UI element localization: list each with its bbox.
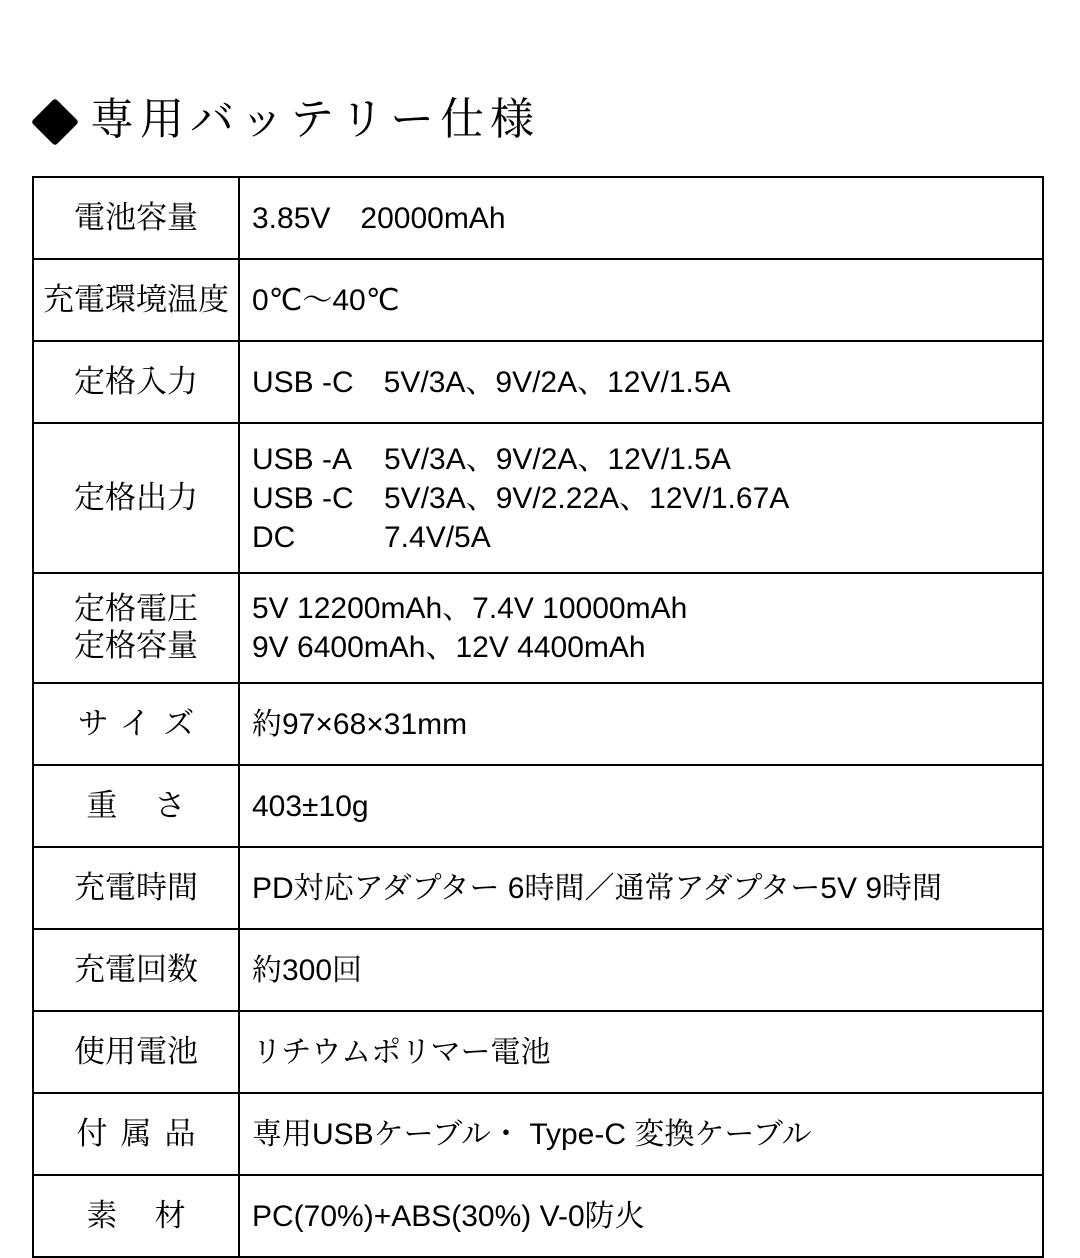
row-value — [239, 929, 1043, 1011]
row-value — [239, 177, 1043, 259]
value-line: 403±10g — [252, 789, 369, 823]
row-value — [239, 683, 1043, 765]
value-col1: USB -A — [252, 442, 353, 476]
value-line: 約300回 — [252, 953, 363, 987]
row-value — [239, 1093, 1043, 1175]
table-row — [33, 929, 1043, 1011]
table-row — [33, 1011, 1043, 1093]
row-label — [33, 573, 239, 683]
value-col2: 7.4V/5A — [384, 520, 491, 554]
row-label-text: 付属品 — [76, 1116, 209, 1152]
diamond-bullet-icon — [31, 98, 79, 146]
row-value — [239, 573, 1043, 683]
value-col2: 5V/3A、9V/2.22A、12V/1.67A — [384, 481, 790, 515]
table-row — [33, 1093, 1043, 1175]
value-line: リチウムポリマー電池 — [252, 1035, 551, 1069]
value-line: 0℃〜40℃ — [252, 283, 400, 317]
table-row — [33, 177, 1043, 259]
value-line: PD対応アダプター 6時間／通常アダプター5V 9時間 — [252, 871, 943, 905]
value-line: 専用USBケーブル・ Type-C 変換ケーブル — [252, 1117, 812, 1151]
value-line — [252, 479, 1032, 518]
row-label: 使用電池 — [33, 1011, 239, 1093]
row-label-line2: 定格容量 — [74, 628, 198, 663]
table-row — [33, 573, 1043, 683]
row-label-text: サイズ — [77, 706, 208, 742]
table-row — [33, 765, 1043, 847]
page-heading — [38, 95, 540, 144]
value-line: 約97×68×31mm — [252, 707, 468, 741]
row-label: 定格入力 — [33, 341, 239, 423]
row-label: 充電時間 — [33, 847, 239, 929]
row-value — [239, 259, 1043, 341]
table-row — [33, 423, 1043, 573]
row-value — [239, 1175, 1043, 1257]
row-label-line1: 定格電圧 — [74, 591, 198, 627]
table-row — [33, 1175, 1043, 1257]
value-line: USB -C 5V/3A、9V/2A、12V/1.5A — [252, 365, 731, 399]
value-line: 5V 12200mAh、7.4V 10000mAh — [252, 592, 688, 625]
table-row — [33, 259, 1043, 341]
value-col2: 5V/3A、9V/2A、12V/1.5A — [384, 442, 731, 476]
page-title: 専用バッテリー仕様 — [90, 95, 540, 144]
value-line: 3.85V 20000mAh — [252, 201, 506, 235]
row-value — [239, 341, 1043, 423]
row-label-text: 素材 — [86, 1198, 223, 1234]
battery-spec-table — [32, 176, 1044, 1258]
value-line: 9V 6400mAh、12V 4400mAh — [252, 631, 646, 664]
value-line: PC(70%)+ABS(30%) V-0防火 — [252, 1199, 645, 1233]
row-value — [239, 847, 1043, 929]
table-row — [33, 847, 1043, 929]
row-label-text: 重さ — [86, 788, 223, 824]
table-row — [33, 341, 1043, 423]
row-label — [33, 1175, 239, 1257]
row-label — [33, 1093, 239, 1175]
value-col1: DC — [252, 520, 296, 554]
row-value — [239, 423, 1043, 573]
row-value — [239, 1011, 1043, 1093]
table-row — [33, 683, 1043, 765]
row-label — [33, 765, 239, 847]
row-label: 電池容量 — [33, 177, 239, 259]
value-line — [252, 440, 1032, 479]
value-line — [252, 518, 1032, 557]
row-label — [33, 683, 239, 765]
value-col1: USB -C — [252, 481, 354, 515]
row-label: 充電回数 — [33, 929, 239, 1011]
row-label: 充電環境温度 — [33, 259, 239, 341]
row-value — [239, 765, 1043, 847]
row-label: 定格出力 — [33, 423, 239, 573]
